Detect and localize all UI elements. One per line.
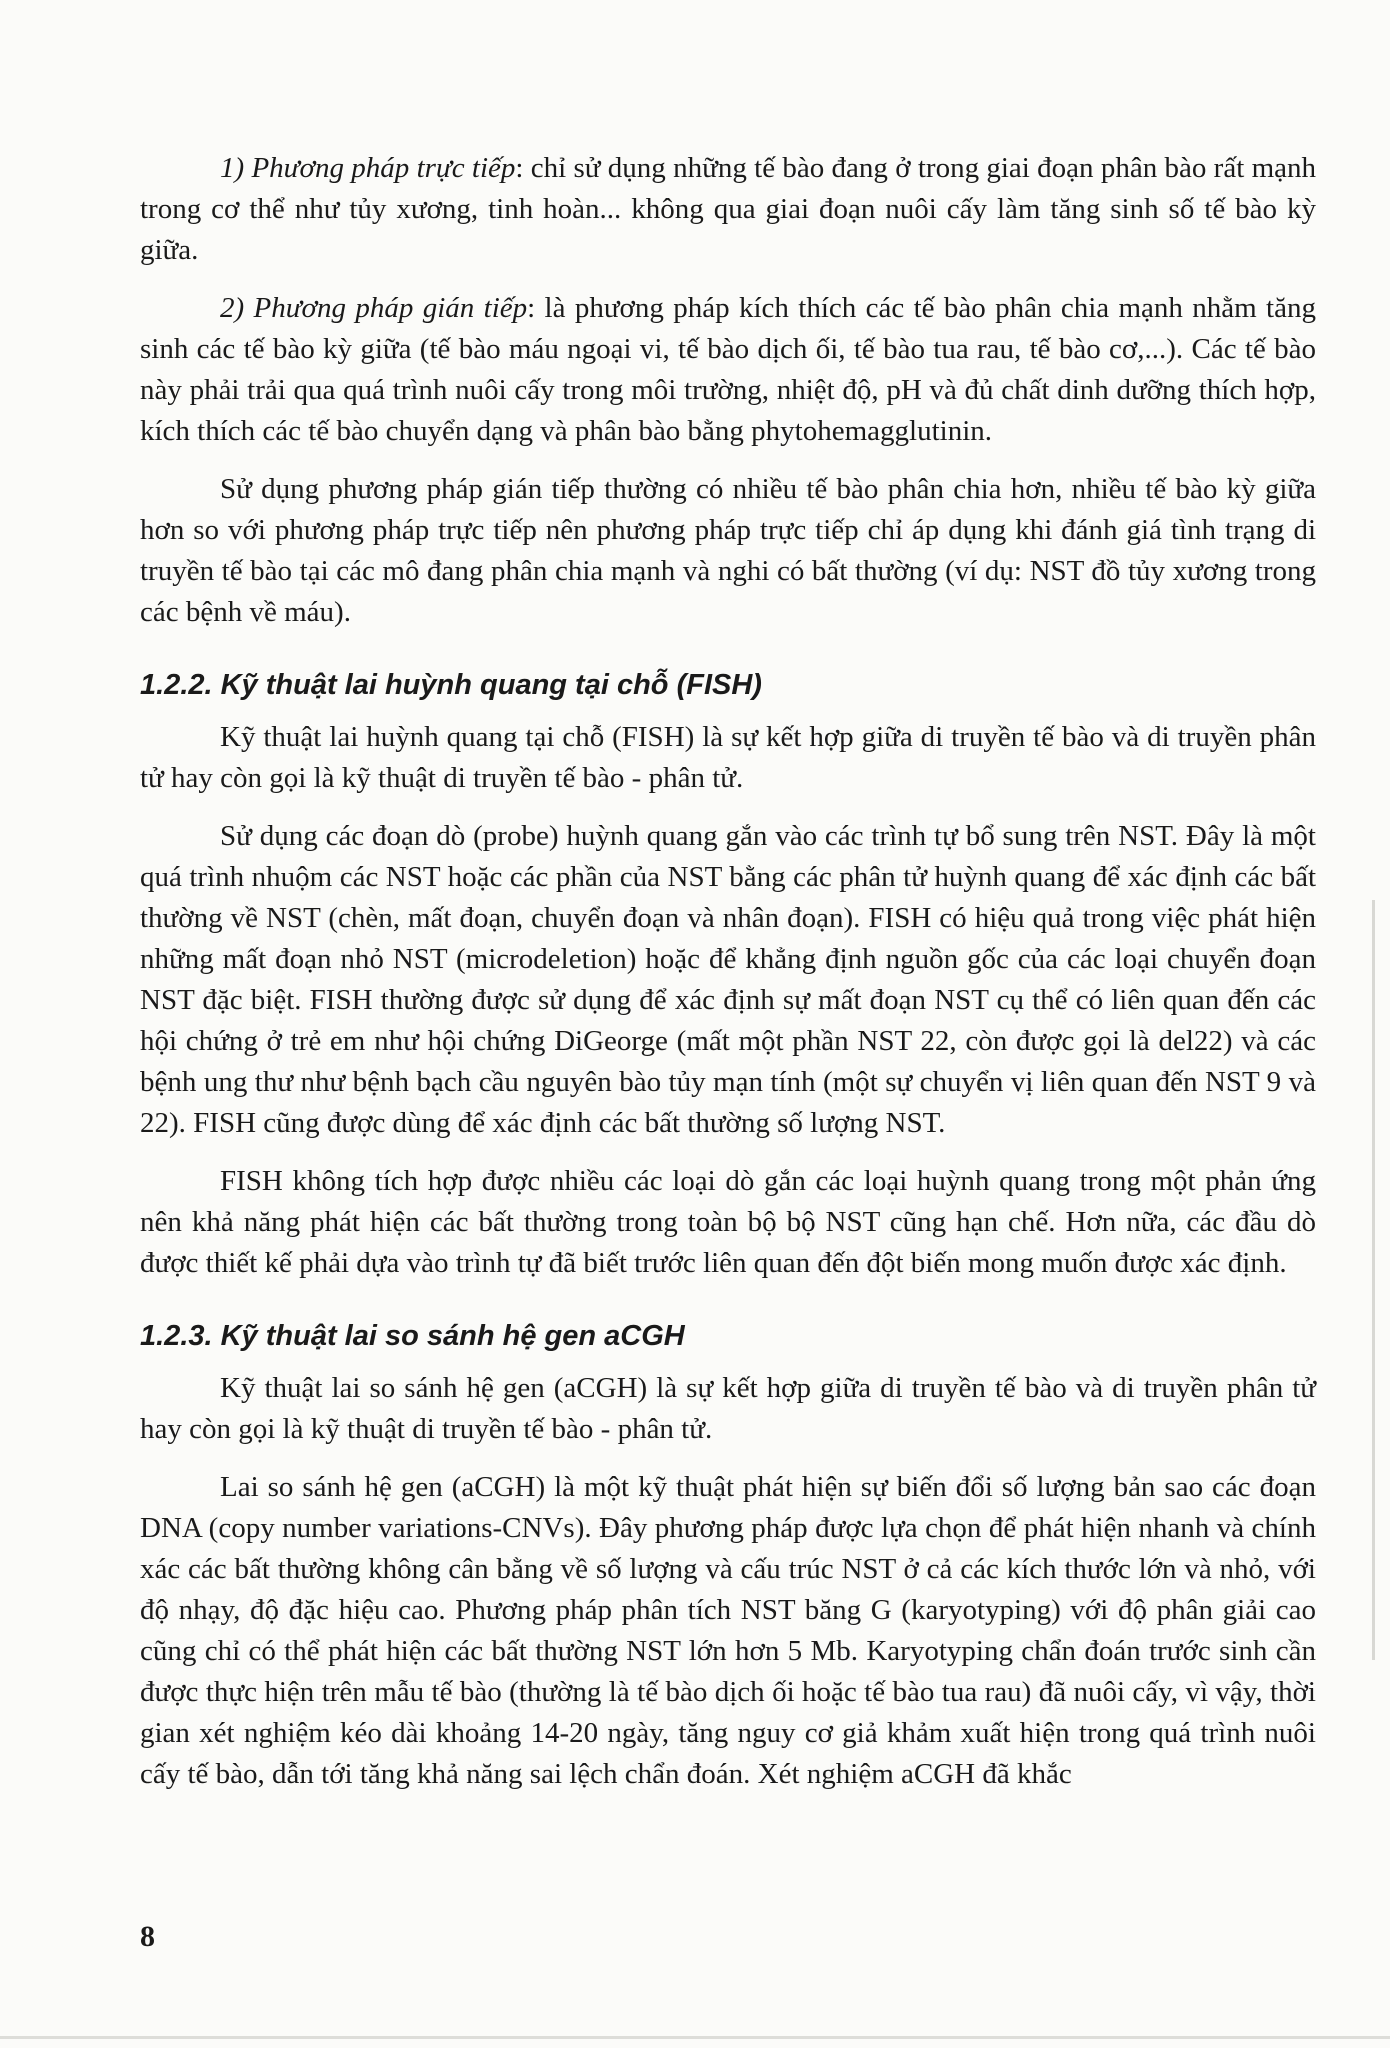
page-bottom-edge <box>0 2036 1390 2039</box>
page-content <box>140 148 1316 1812</box>
page-edge-shadow <box>1372 900 1375 1660</box>
section-heading-acgh: 1.2.3. Kỹ thuật lai so sánh hệ gen aCGH <box>140 1320 685 1352</box>
section-heading-fish: 1.2.2. Kỹ thuật lai huỳnh quang tại chỗ (FISH) <box>140 669 762 701</box>
paragraph-fish-2: Sử dụng các đoạn dò (probe) huỳnh quang gắn vào các trình tự bổ sung trên NST. Đây là một quá trình nhuộm các NST hoặc các phần của NST bằng các phân tử huỳnh quang để xác định các bất thường về NST (chèn, mất đoạn, chuyển đoạn và nhân đoạn). FISH có hiệu quả trong việc phát hiện những mất đoạn nhỏ NST (microdeletion) hoặc để khẳng định nguồn gốc của các loại chuyển đoạn NST đặc biệt. FISH thường được sử dụng để xác định sự mất đoạn NST cụ thể có liên quan đến các hội chứng ở trẻ em như hội chứng DiGeorge (mất một phần NST 22, còn được gọi là del22) và các bệnh ung thư như bệnh bạch cầu nguyên bào tủy mạn tính (một sự chuyển vị liên quan đến NST 9 và 22). FISH cũng được dùng để xác định các bất thường số lượng NST. <box>140 820 1316 1139</box>
paragraph-fish-3: FISH không tích hợp được nhiều các loại dò gắn các loại huỳnh quang trong một phản ứng nên khả năng phát hiện các bất thường trong toàn bộ bộ NST cũng hạn chế. Hơn nữa, các đầu dò được thiết kế phải dựa vào trình tự đã biết trước liên quan đến đột biến mong muốn được xác định. <box>140 1165 1316 1279</box>
paragraph-acgh-2: Lai so sánh hệ gen (aCGH) là một kỹ thuật phát hiện sự biến đổi số lượng bản sao các đoạn DNA (copy number variations-CNVs). Đây phương pháp được lựa chọn để phát hiện nhanh và chính xác các bất thường không cân bằng về số lượng và cấu trúc NST ở cả các kích thước lớn và nhỏ, với độ nhạy, độ đặc hiệu cao. Phương pháp phân tích NST băng G (karyotyping) với độ phân giải cao cũng chỉ có thể phát hiện các bất thường NST lớn hơn 5 Mb. Karyotyping chẩn đoán trước sinh cần được thực hiện trên mẫu tế bào (thường là tế bào dịch ối hoặc tế bào tua rau) đã nuôi cấy, vì vậy, thời gian xét nghiệm kéo dài khoảng 14-20 ngày, tăng nguy cơ giả khảm xuất hiện trong quá trình nuôi cấy tế bào, dẫn tới tăng khả năng sai lệch chẩn đoán. Xét nghiệm aCGH đã khắc <box>140 1471 1316 1790</box>
paragraph-comparison <box>140 469 1316 633</box>
page-number: 8 <box>140 1920 155 1953</box>
paragraph-indirect-method <box>140 288 1316 452</box>
paragraph-direct-method <box>140 148 1316 271</box>
paragraph-text: : chỉ sử dụng những tế bào đang ở trong giai đoạn phân bào rất mạnh trong cơ thể như tủy xương, tinh hoàn... không qua giai đoạn nuôi cấy làm tăng sinh số tế bào kỳ giữa. <box>140 152 1317 266</box>
paragraph-acgh-1: Kỹ thuật lai so sánh hệ gen (aCGH) là sự kết hợp giữa di truyền tế bào và di truyền phân tử hay còn gọi là kỹ thuật di truyền tế bào - phân tử. <box>140 1372 1316 1445</box>
paragraph-label: 2) Phương pháp gián tiếp <box>220 292 528 324</box>
paragraph-fish-1: Kỹ thuật lai huỳnh quang tại chỗ (FISH) là sự kết hợp giữa di truyền tế bào và di truyền phân tử hay còn gọi là kỹ thuật di truyền tế bào - phân tử. <box>140 721 1316 794</box>
paragraph-text: : là phương pháp kích thích các tế bào phân chia mạnh nhằm tăng sinh các tế bào kỳ giữa (tế bào máu ngoại vi, tế bào dịch ối, tế bào tua rau, tế bào cơ,...). Các tế bào này phải trải qua quá trình nuôi cấy trong môi trường, nhiệt độ, pH và đủ chất dinh dưỡng thích hợp, kích thích các tế bào chuyển dạng và phân bào bằng phytohemagglutinin. <box>140 292 1316 447</box>
paragraph-label: 1) Phương pháp trực tiếp <box>220 152 516 184</box>
paragraph-text: Sử dụng phương pháp gián tiếp thường có nhiều tế bào phân chia hơn, nhiều tế bào kỳ giữa hơn so với phương pháp trực tiếp nên phương pháp trực tiếp chỉ áp dụng khi đánh giá tình trạng di truyền tế bào tại các mô đang phân chia mạnh và nghi có bất thường (ví dụ: NST đồ tủy xương trong các bệnh về máu). <box>140 473 1316 628</box>
